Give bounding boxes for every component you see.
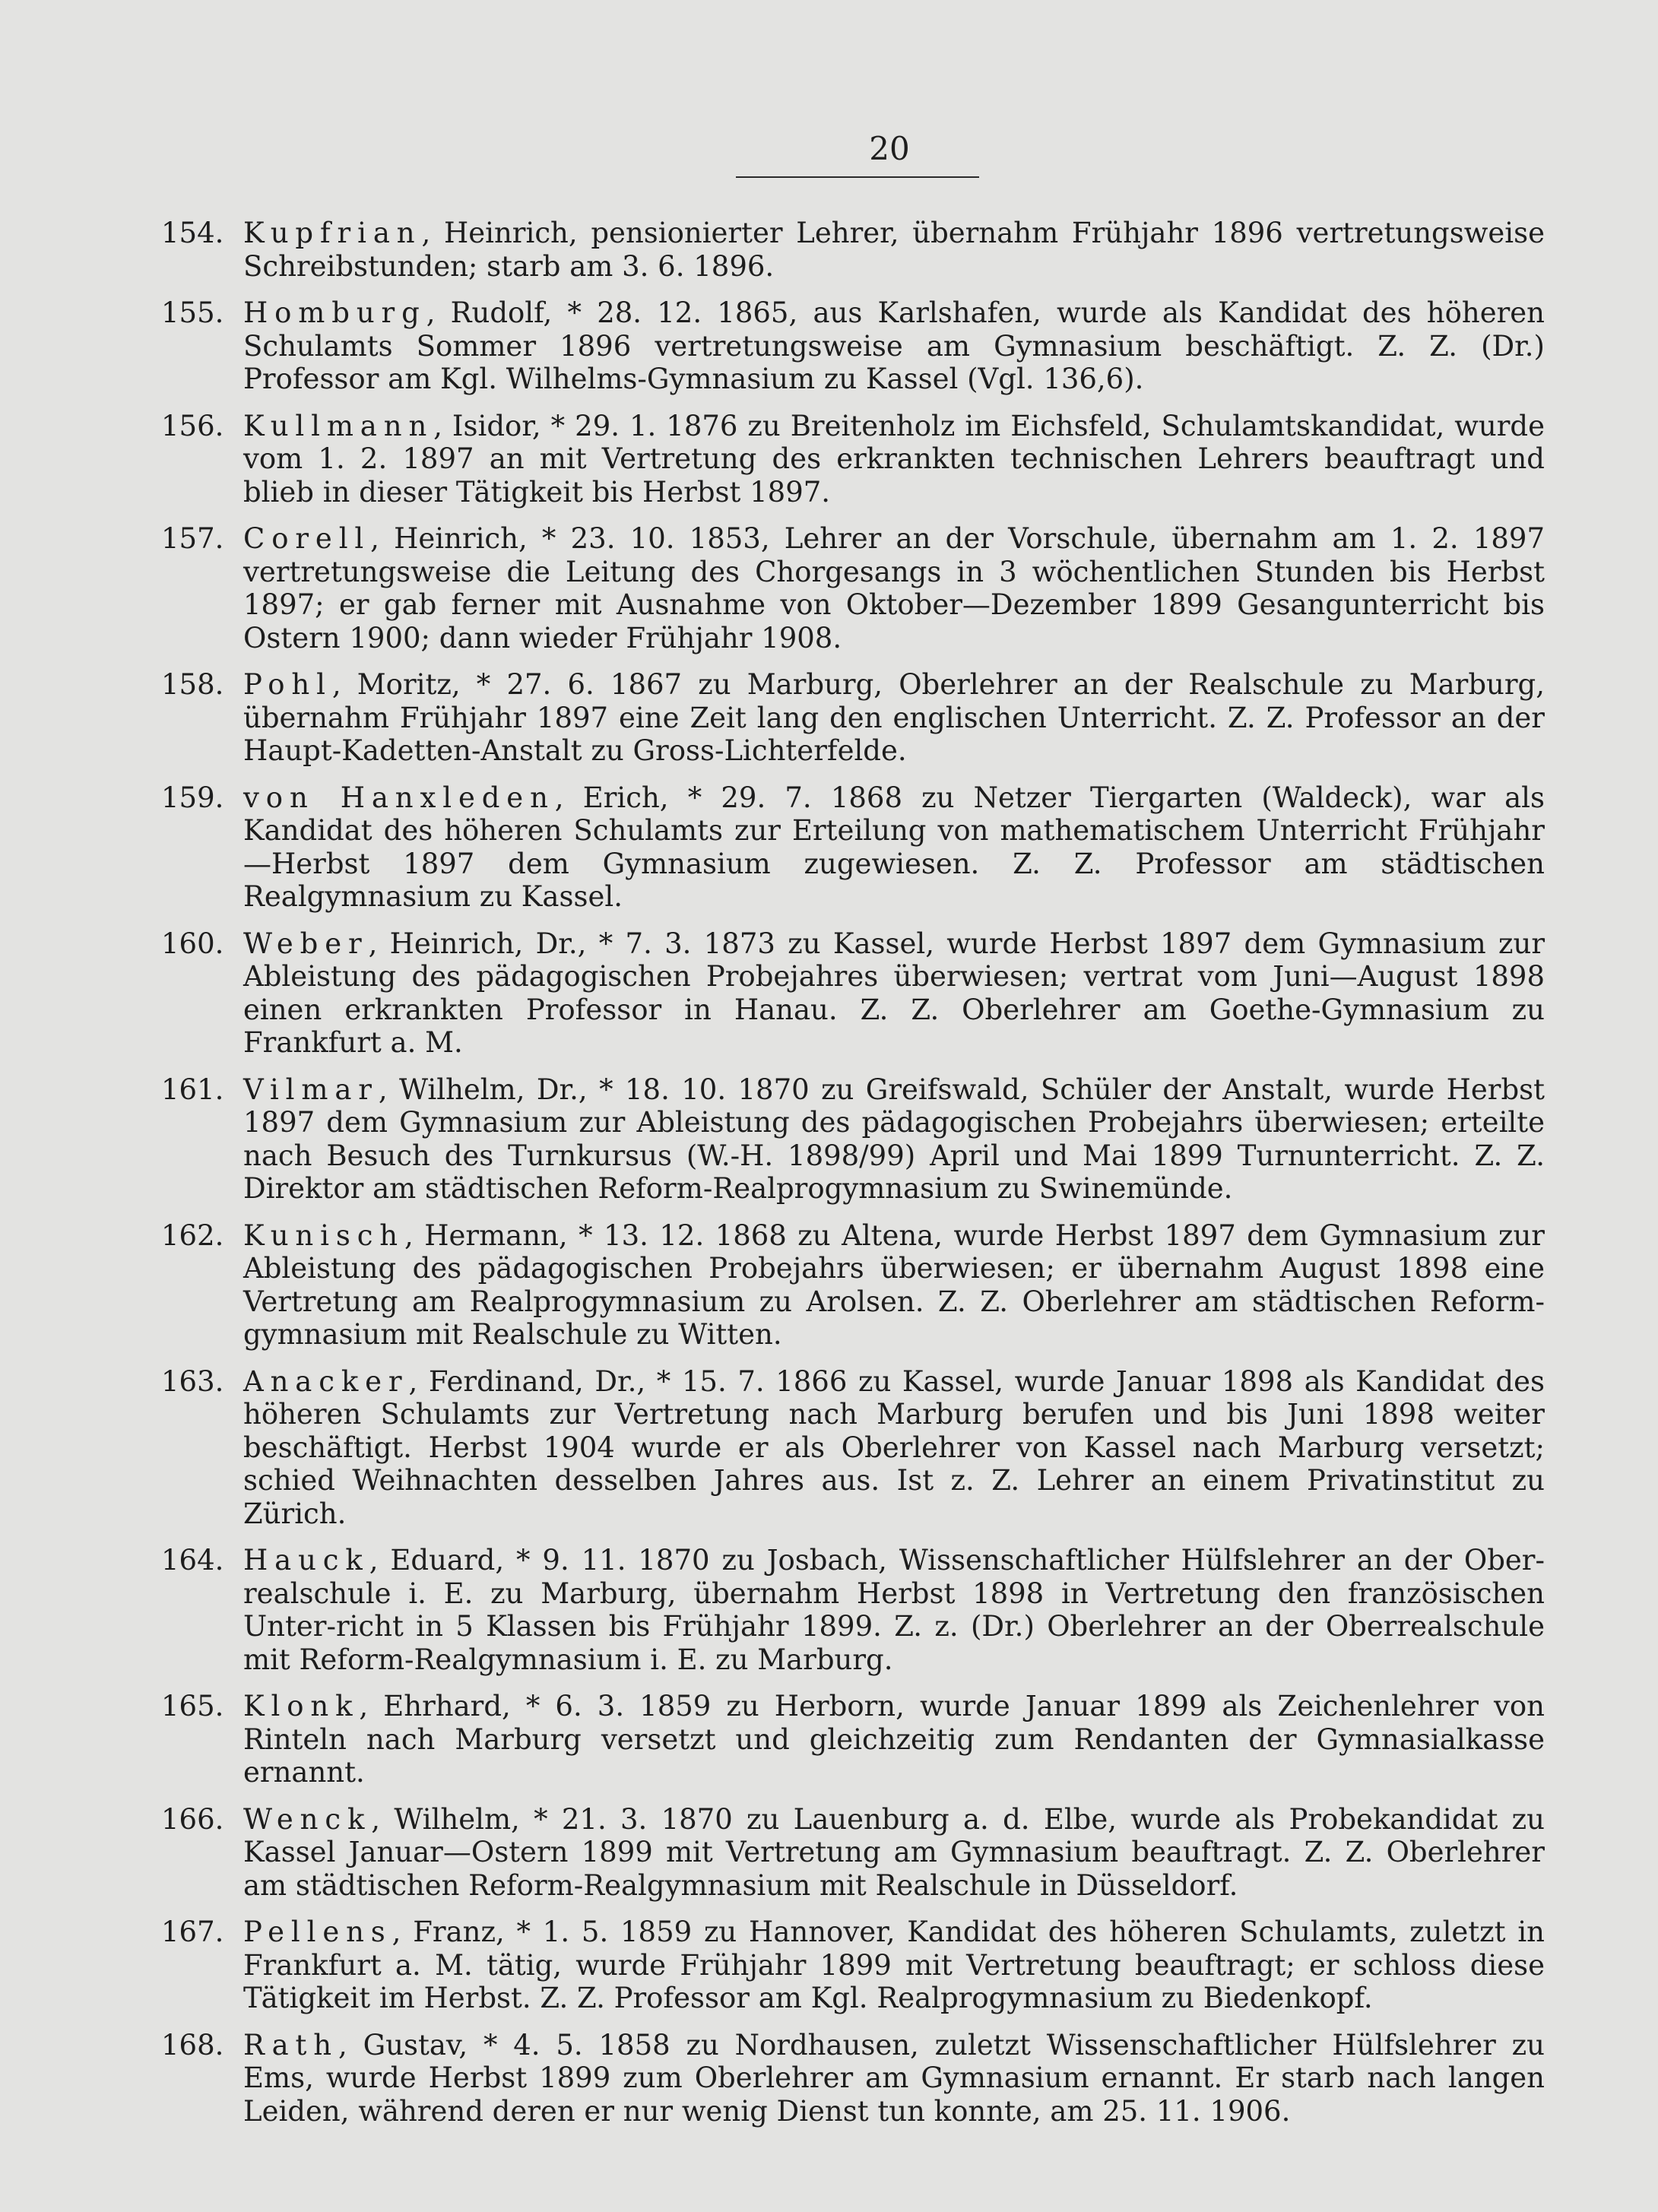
entry-name: Rath [243, 2028, 338, 2061]
entry-name: Vilmar [243, 1073, 379, 1106]
entry-text: , Heinrich, Dr., * 7. 3. 1873 zu Kassel, wurde Herbst 1897 dem Gymnasium zur Ableistung des pädagogischen Probejahres überwiesen; vertrat vom Juni—August 1898 einen erkrankten Professor in Hanau. Z. Z. Oberlehrer am Goethe-Gymnasium zu Frankfurt a. M. [243, 927, 1545, 1059]
entry-number: 160. [161, 927, 224, 960]
entry-text: , Ferdinand, Dr., * 15. 7. 1866 zu Kassel, wurde Januar 1898 als Kandidat des höheren Schulamts zur Vertretung nach Marburg berufen und bis Juni 1898 weiter beschäftigt. Herbst 1904 wurde er als Oberlehrer von Kassel nach Marburg versetzt; schied Weihnachten desselben Jahres aus. Ist z. Z. Lehrer an einem Privatinstitut zu Zürich. [243, 1364, 1545, 1530]
entry-name: Pellens [243, 1916, 392, 1948]
entry-name: Wenck [243, 1802, 372, 1836]
entry-165 [161, 1690, 1545, 1789]
entry-text: , Erich, * 29. 7. 1868 zu Netzer Tiergarten (Waldeck), war als Kandidat des höheren Schulamts zur Erteilung von mathematischem Unterricht Frühjahr—Herbst 1897 dem Gymnasium zugewiesen. Z. Z. Professor am städtischen Realgymnasium zu Kassel. [243, 781, 1545, 913]
header-rule [736, 176, 979, 178]
entry-166 [161, 1803, 1545, 1903]
entry-text: , Gustav, * 4. 5. 1858 zu Nordhausen, zuletzt Wissenschaftlicher Hülfslehrer zu Ems, wurde Herbst 1899 zum Oberlehrer am Gymnasium ernannt. Er starb nach langen Leiden, während deren er nur wenig Dienst tun konnte, am 25. 11. 1906. [243, 2028, 1545, 2128]
entry-163 [161, 1365, 1545, 1531]
entry-number: 165. [161, 1690, 224, 1722]
entry-158 [161, 668, 1545, 768]
entry-name: Weber [243, 927, 369, 960]
entry-name: Homburg [243, 296, 426, 329]
entry-156 [161, 410, 1545, 509]
entry-167 [161, 1916, 1545, 2015]
entry-text: , Eduard, * 9. 11. 1870 zu Josbach, Wissenschaftlicher Hülfslehrer an der Ober-realschule i. E. zu Marburg, übernahm Herbst 1898 in Vertretung den französischen Unter-richt in 5 Klassen bis Frühjahr 1899. Z. z. (Dr.) Oberlehrer an der Oberrealschule mit Reform-Realgymnasium i. E. zu Marburg. [243, 1544, 1545, 1676]
entry-159 [161, 781, 1545, 914]
entry-name: Kunisch [243, 1219, 405, 1252]
entry-text: , Hermann, * 13. 12. 1868 zu Altena, wurde Herbst 1897 dem Gymnasium zur Ableistung des pädagogischen Probejahrs überwiesen; er übernahm August 1898 eine Vertretung am Realprogymnasium zu Arolsen. Z. Z. Oberlehrer am städtischen Reform-gymnasium mit Realschule zu Witten. [243, 1219, 1545, 1351]
entry-number: 154. [161, 217, 224, 249]
entry-text: , Rudolf, * 28. 12. 1865, aus Karlshafen, wurde als Kandidat des höheren Schulamts Sommer 1896 vertretungsweise am Gymnasium beschäftigt. Z. Z. (Dr.) Professor am Kgl. Wilhelms-Gymnasium zu Kassel (Vgl. 136,6). [243, 296, 1545, 395]
page-number: 20 [869, 130, 910, 167]
entry-155 [161, 296, 1545, 396]
entry-name: Klonk [243, 1690, 360, 1722]
entry-name: Kullmann [243, 409, 434, 442]
entry-number: 164. [161, 1544, 224, 1577]
entry-name: Corell [243, 522, 371, 555]
entry-name: Pohl [243, 668, 332, 701]
entry-text: , Moritz, * 27. 6. 1867 zu Marburg, Oberlehrer an der Realschule zu Marburg, übernahm Frühjahr 1897 eine Zeit lang den englischen Unterricht. Z. Z. Professor an der Haupt-Kadetten-Anstalt zu Gross-Lichterfelde. [243, 668, 1545, 767]
entry-text: , Franz, * 1. 5. 1859 zu Hannover, Kandidat des höheren Schulamts, zuletzt in Frankfurt a. M. tätig, wurde Frühjahr 1899 mit Vertretung beauftragt; er schloss diese Tätigkeit im Herbst. Z. Z. Professor am Kgl. Realprogymnasium zu Biedenkopf. [243, 1916, 1545, 2014]
entry-154 [161, 217, 1545, 283]
entry-name: von Hanxleden [243, 781, 555, 814]
entry-number: 156. [161, 409, 224, 442]
entry-number: 167. [161, 1916, 224, 1948]
entry-name: Anacker [243, 1364, 409, 1398]
entry-number: 168. [161, 2028, 224, 2061]
entry-number: 161. [161, 1073, 224, 1106]
entry-number: 159. [161, 781, 224, 814]
entry-number: 155. [161, 296, 224, 329]
entry-157 [161, 522, 1545, 654]
entry-161 [161, 1073, 1545, 1206]
entry-number: 166. [161, 1802, 224, 1836]
entry-162 [161, 1219, 1545, 1352]
entry-text: , Heinrich, pensionierter Lehrer, übernahm Frühjahr 1896 vertretungsweise Schreibstunden; starb am 3. 6. 1896. [243, 217, 1545, 283]
entry-number: 158. [161, 668, 224, 701]
entry-number: 157. [161, 522, 224, 555]
entry-text: , Ehrhard, * 6. 3. 1859 zu Herborn, wurde Januar 1899 als Zeichenlehrer von Rinteln nach Marburg versetzt und gleichzeitig zum Rendanten der Gymnasialkasse ernannt. [243, 1690, 1545, 1789]
entry-160 [161, 927, 1545, 1060]
entry-168 [161, 2029, 1545, 2128]
entry-name: Hauck [243, 1544, 369, 1577]
entry-name: Kupfrian [243, 217, 422, 249]
entry-164 [161, 1544, 1545, 1676]
entry-text: , Heinrich, * 23. 10. 1853, Lehrer an der Vorschule, übernahm am 1. 2. 1897 vertretungsweise die Leitung des Chorgesangs in 3 wöchentlichen Stunden bis Herbst 1897; er gab ferner mit Ausnahme von Oktober—Dezember 1899 Gesangunterricht bis Ostern 1900; dann wieder Frühjahr 1908. [243, 522, 1545, 654]
entry-text: , Wilhelm, Dr., * 18. 10. 1870 zu Greifswald, Schüler der Anstalt, wurde Herbst 1897 dem Gymnasium zur Ableistung des pädagogischen Probejahrs überwiesen; erteilte nach Besuch des Turnkursus (W.-H. 1898/99) April und Mai 1899 Turnunterricht. Z. Z. Direktor am städtischen Reform-Realprogymnasium zu Swinemünde. [243, 1073, 1545, 1205]
entry-number: 163. [161, 1364, 224, 1398]
entry-text: , Isidor, * 29. 1. 1876 zu Breitenholz im Eichsfeld, Schulamtskandidat, wurde vom 1. 2. 1897 an mit Vertretung des erkrankten technischen Lehrers beauftragt und blieb in dieser Tätigkeit bis Herbst 1897. [243, 409, 1545, 509]
entry-text: , Wilhelm, * 21. 3. 1870 zu Lauenburg a. d. Elbe, wurde als Probekandidat zu Kassel Januar—Ostern 1899 mit Vertretung am Gymnasium beauftragt. Z. Z. Oberlehrer am städtischen Reform-Realgymnasium mit Realschule in Düsseldorf. [243, 1802, 1545, 1902]
entry-number: 162. [161, 1219, 224, 1252]
entry-list [161, 217, 1545, 2141]
